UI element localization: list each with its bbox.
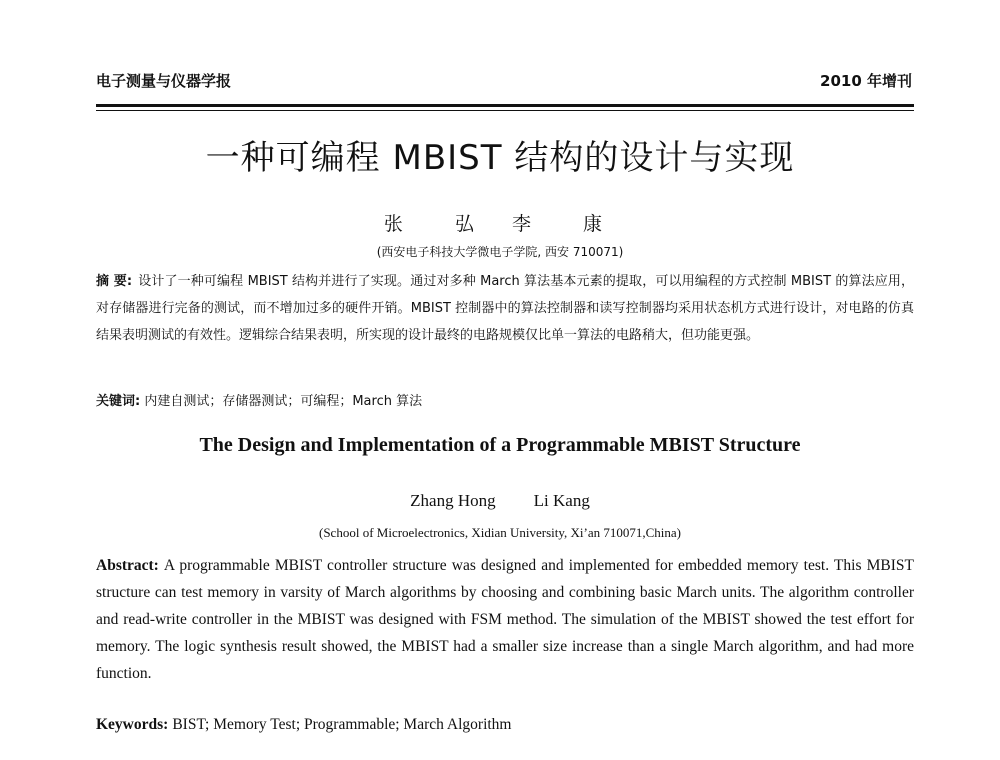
journal-name: 电子测量与仪器学报 xyxy=(96,72,232,90)
chinese-abstract xyxy=(96,268,914,349)
chinese-affiliation: (西安电子科技大学微电子学院, 西安 710071) xyxy=(376,245,624,259)
english-author-1: Zhang Hong xyxy=(410,491,496,510)
english-keywords xyxy=(96,716,914,734)
english-affiliation: (School of Microelectronics, Xidian University, Xi’an 710071,China) xyxy=(319,525,681,540)
english-abstract xyxy=(96,552,914,687)
chinese-keywords-text: 内建自测试；存储器测试；可编程；March 算法 xyxy=(144,394,423,409)
chinese-abstract-label: 摘 要: xyxy=(96,274,133,289)
english-title: The Design and Implementation of a Programmable MBIST Structure xyxy=(199,434,801,456)
english-keywords-text: BIST; Memory Test; Programmable; March Algorithm xyxy=(172,716,512,733)
chinese-keywords xyxy=(96,390,914,409)
english-abstract-text: A programmable MBIST controller structure was designed and implemented for embedded memory test. This MBIST structure can test memory in varsity of March algorithms by choosing and combining basic March units. The algorithm controller and read-write controller in the MBIST was designed with FSM method. The simulation of the MBIST showed the test effort for memory. The logic synthesis result showed, the MBIST had a smaller size increase than a single March algorithm, and had more function. xyxy=(96,557,914,682)
chinese-title: 一种可编程 MBIST 结构的设计与实现 xyxy=(205,138,795,178)
english-keywords-label: Keywords: xyxy=(96,716,169,733)
english-authors xyxy=(0,491,1000,511)
english-abstract-label: Abstract: xyxy=(96,557,159,574)
chinese-keywords-label: 关键词: xyxy=(96,394,141,409)
running-header xyxy=(96,70,912,92)
header-rule-thin xyxy=(96,110,914,111)
english-author-2: Li Kang xyxy=(533,491,590,510)
chinese-author-1: 张 弘 xyxy=(383,213,488,235)
chinese-author-2: 李 康 xyxy=(512,213,617,235)
header-rule-thick xyxy=(96,104,914,107)
issue-label: 2010 年增刊 xyxy=(820,72,912,90)
chinese-abstract-text: 设计了一种可编程 MBIST 结构并进行了实现。通过对多种 March 算法基本元素的提取，可以用编程的方式控制 MBIST 的算法应用，对存储器进行完备的测试，而不增加过多的硬件开销。MBIST 控制器中的算法控制器和读写控制器均采用状态机方式进行设计，对电路的仿真结果表明测试的有效性。逻辑综合结果表明，所实现的设计最终的电路规模仅比单一算法的电路稍大，但功能更强。 xyxy=(96,274,914,343)
chinese-authors xyxy=(0,209,1000,236)
